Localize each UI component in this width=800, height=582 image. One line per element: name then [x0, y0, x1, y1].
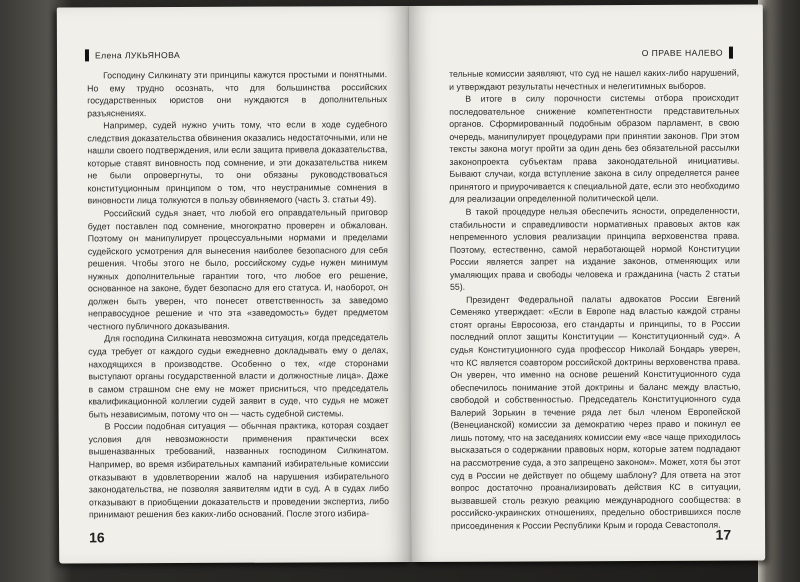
paragraph: Президент Федеральной палаты адвокатов России Евгений Семеняко утверждает: «Если в Европе над властью каждой страны стоят органы Евросоюза, его стандарты и принципы, то в России последний оплот защиты Конституции — Конституционный суд». А судья Конституционного суда профессор Николай Бондарь уверен, что КС является соавтором российской доктрины верховенства права. Он уверен, что именно на основе решений Конституционного суда обеспечилось понимание этой доктрины и баланс между властью, свободой и собственностью. Председатель Конституционного суда Валерий Зорькин в течение ряда лет был членом Европейской (Венецианской) комиссии за демократию через право и покинул ее лишь потому, что на заседаниях комиссии ему «все чаще приходилось высказаться о содержании правовых норм, которые затем подпадают на рассмотрение суда, а это запрещено законом». Может, хотя бы этот суд в России не действует по общему шаблону? Для ответа на этот вопрос достаточно проанализировать действия КС в ситуации, вызвавшей столь резкую реакцию международного сообщества: в российско-украинских отношениях, предельно обострившихся после присоединения к России Республики Крым и города Севастополя. — [450, 293, 742, 531]
page-number: 16 — [89, 529, 105, 546]
author-name: Елена ЛУКЬЯНОВА — [94, 50, 181, 61]
paragraph: В итоге в силу порочности системы отбора происходит последовательное снижение компетентности представительных органов. Сформированный подобным образом парламент, в свою очередь, манипулирует процедурами при принятии законов. При этом тексты закона могут пройти за один день без обязательной рассылки законопроекта субъектам права законодательной инициативы. Бывают случаи, когда вступление закона в силу определяется ранее принятого и приурочивается к специальной дате, если это необходимо для реализации определенной политической цели. — [449, 92, 740, 205]
paragraph: тельные комиссии заявляют, что суд не нашел каких-либо нарушений, и утверждают результаты нечестных и нелегитимных выборов. — [449, 67, 740, 92]
paragraph: В России подобная ситуация — обычная практика, которая создает условия для невозможности применения практически всех вышеназванных требований, названных господином Силкинатом. Например, во время избирательных кампаний избирательные комиссии отказывают в удовлетворении жалоб на нарушения избирательного законодательства, не позволяя заявителям идти в суд. А в судах либо отказывают в приобщении доказательств и проведении экспертиз, либо принимают решения без каких-либо оснований. После этого избира- — [88, 420, 389, 520]
paragraph: Например, судей нужно учить тому, что если в ходе судебного следствия доказательства обвинения оказались недостаточными, или не нашли своего подтверждения, или если защита привела доказательства, которые ставят виновность под сомнение, и эти доказательства никем не были опровергнуты, то они обязаны руководствоваться конституционным принципом о том, что неустранимые сомнения в виновности лица толкуются в пользу обвиняемого (часть 3. статьи 49). — [87, 119, 388, 206]
paragraph: В такой процедуре нельзя обеспечить ясности, определенности, стабильности и справедливости нормативных правовых актов как непременного условия реализации принципа верховенства права. Поэтому, естественно, самой неработающей нормой Конституции России является запрет на издание законов, отменяющих или умаляющих права и свободы человека и гражданина (часть 2 статьи 55). — [449, 205, 740, 293]
book-title: О ПРАВЕ НАЛЕВО — [641, 47, 724, 58]
paragraph: Для господина Силкината невозможна ситуация, когда председатель суда требует от каждого судьи ежедневно докладывать ему о делах, находящихся в производстве. Особенно о тех, «где сторонами выступают органы государственной власти и должностные лица». Даже в самом страшном сне ему не может присниться, что председатель квалификационной коллегии судей заявит в суде, что судья не может быть независимым, потому что он — часть судебной системы. — [88, 332, 389, 420]
page-number: 17 — [715, 526, 732, 543]
right-page-body — [449, 67, 741, 532]
left-page — [57, 6, 411, 564]
paragraph: Господину Силкинату эти принципы кажутся простыми и понятными. Но ему трудно осознать, что для большинства российских государственных юристов они нуждаются в дополнительных разъяснениях. — [87, 69, 388, 119]
right-page-header — [642, 47, 733, 59]
right-page — [409, 4, 765, 562]
left-page-body — [87, 68, 389, 521]
header-bar — [729, 47, 733, 59]
left-page-header — [85, 49, 180, 61]
open-book — [57, 4, 765, 569]
paragraph: Российский судья знает, что любой его оправдательный приговор будет поставлен под сомнение, многократно проверен и обжалован. Поэтому он манипулирует процессуальными нормами и пределами судейского усмотрения для вынесения наиболее безопасного для себя решения. Чтобы этого не было, российскому судье нужен минимум нужных дополнительные гарантии того, что любое его решение, основанное на законе, будет безопасно для его статуса. И, наоборот, он должен быть уверен, что понесет ответственность за заведомо неправосудное решение и что эта «заведомость» будет предметом честного публичного доказывания. — [87, 207, 389, 332]
header-bar — [85, 49, 89, 61]
